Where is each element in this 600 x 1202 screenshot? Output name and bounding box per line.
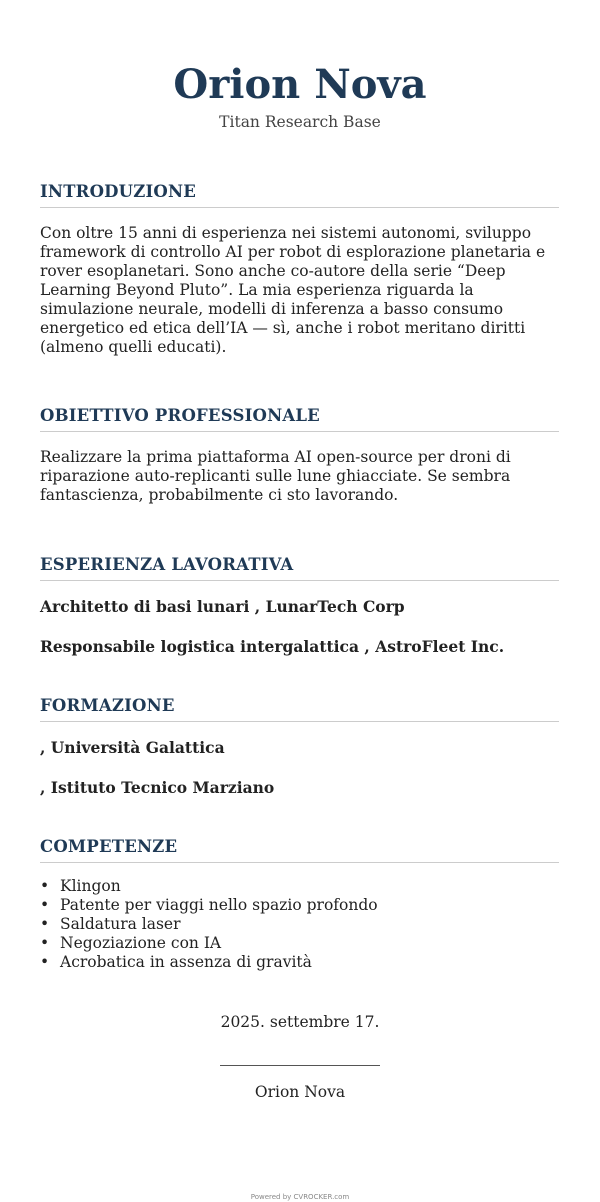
signature-date: 2025. settembre 17. [220, 1013, 380, 1031]
skill-item: • Acrobatica in assenza di gravità [40, 953, 559, 972]
candidate-name: Orion Nova [173, 61, 427, 108]
experience-entry: Architetto di basi lunari , LunarTech Corp [40, 597, 405, 616]
skill-item: • Negoziazione con IA [40, 934, 559, 953]
skill-item: • Patente per viaggi nello spazio profondo [40, 896, 559, 915]
section-title-objective: OBIETTIVO PROFESSIONALE [40, 405, 559, 432]
introduction-text: Con oltre 15 anni di esperienza nei sistemi autonomi, sviluppo framework di controllo AI per robot di esplorazione planetaria e rover esoplanetari. Sono anche co-autore della serie “Deep Learning Beyond Pluto”. La mia esperienza riguarda la simulazione neurale, modelli di inferenza a basso consumo energetico ed etica dell’IA — sì, anche i robot meritano diritti (almeno quelli educati). [40, 224, 546, 356]
section-education [40, 695, 559, 798]
objective-text: Realizzare la prima piattaforma AI open-source per droni di riparazione auto-replicanti sulle lune ghiacciate. Se sembra fantascienza, probabilmente ci sto lavorando. [40, 448, 511, 504]
section-objective [40, 405, 559, 505]
education-entry: , Istituto Tecnico Marziano [40, 778, 275, 797]
section-introduction [40, 181, 559, 357]
section-title-introduction: INTRODUZIONE [40, 181, 559, 208]
section-title-education: FORMAZIONE [40, 695, 559, 722]
signature-name: Orion Nova [254, 1083, 346, 1101]
skills-list [40, 877, 559, 972]
experience-entry: Responsabile logistica intergalattica , AstroFleet Inc. [40, 637, 505, 656]
section-title-skills: COMPETENZE [40, 836, 559, 863]
signature-line [220, 1065, 380, 1066]
education-entry: , Università Galattica [40, 738, 225, 757]
skill-item: • Klingon [40, 877, 559, 896]
skill-item: • Saldatura laser [40, 915, 559, 934]
section-title-experience: ESPERIENZA LAVORATIVA [40, 554, 559, 581]
section-skills [40, 836, 559, 972]
section-experience [40, 554, 559, 657]
candidate-location: Titan Research Base [219, 113, 381, 131]
powered-by-footer: Powered by CVROCKER.com [250, 1193, 350, 1201]
